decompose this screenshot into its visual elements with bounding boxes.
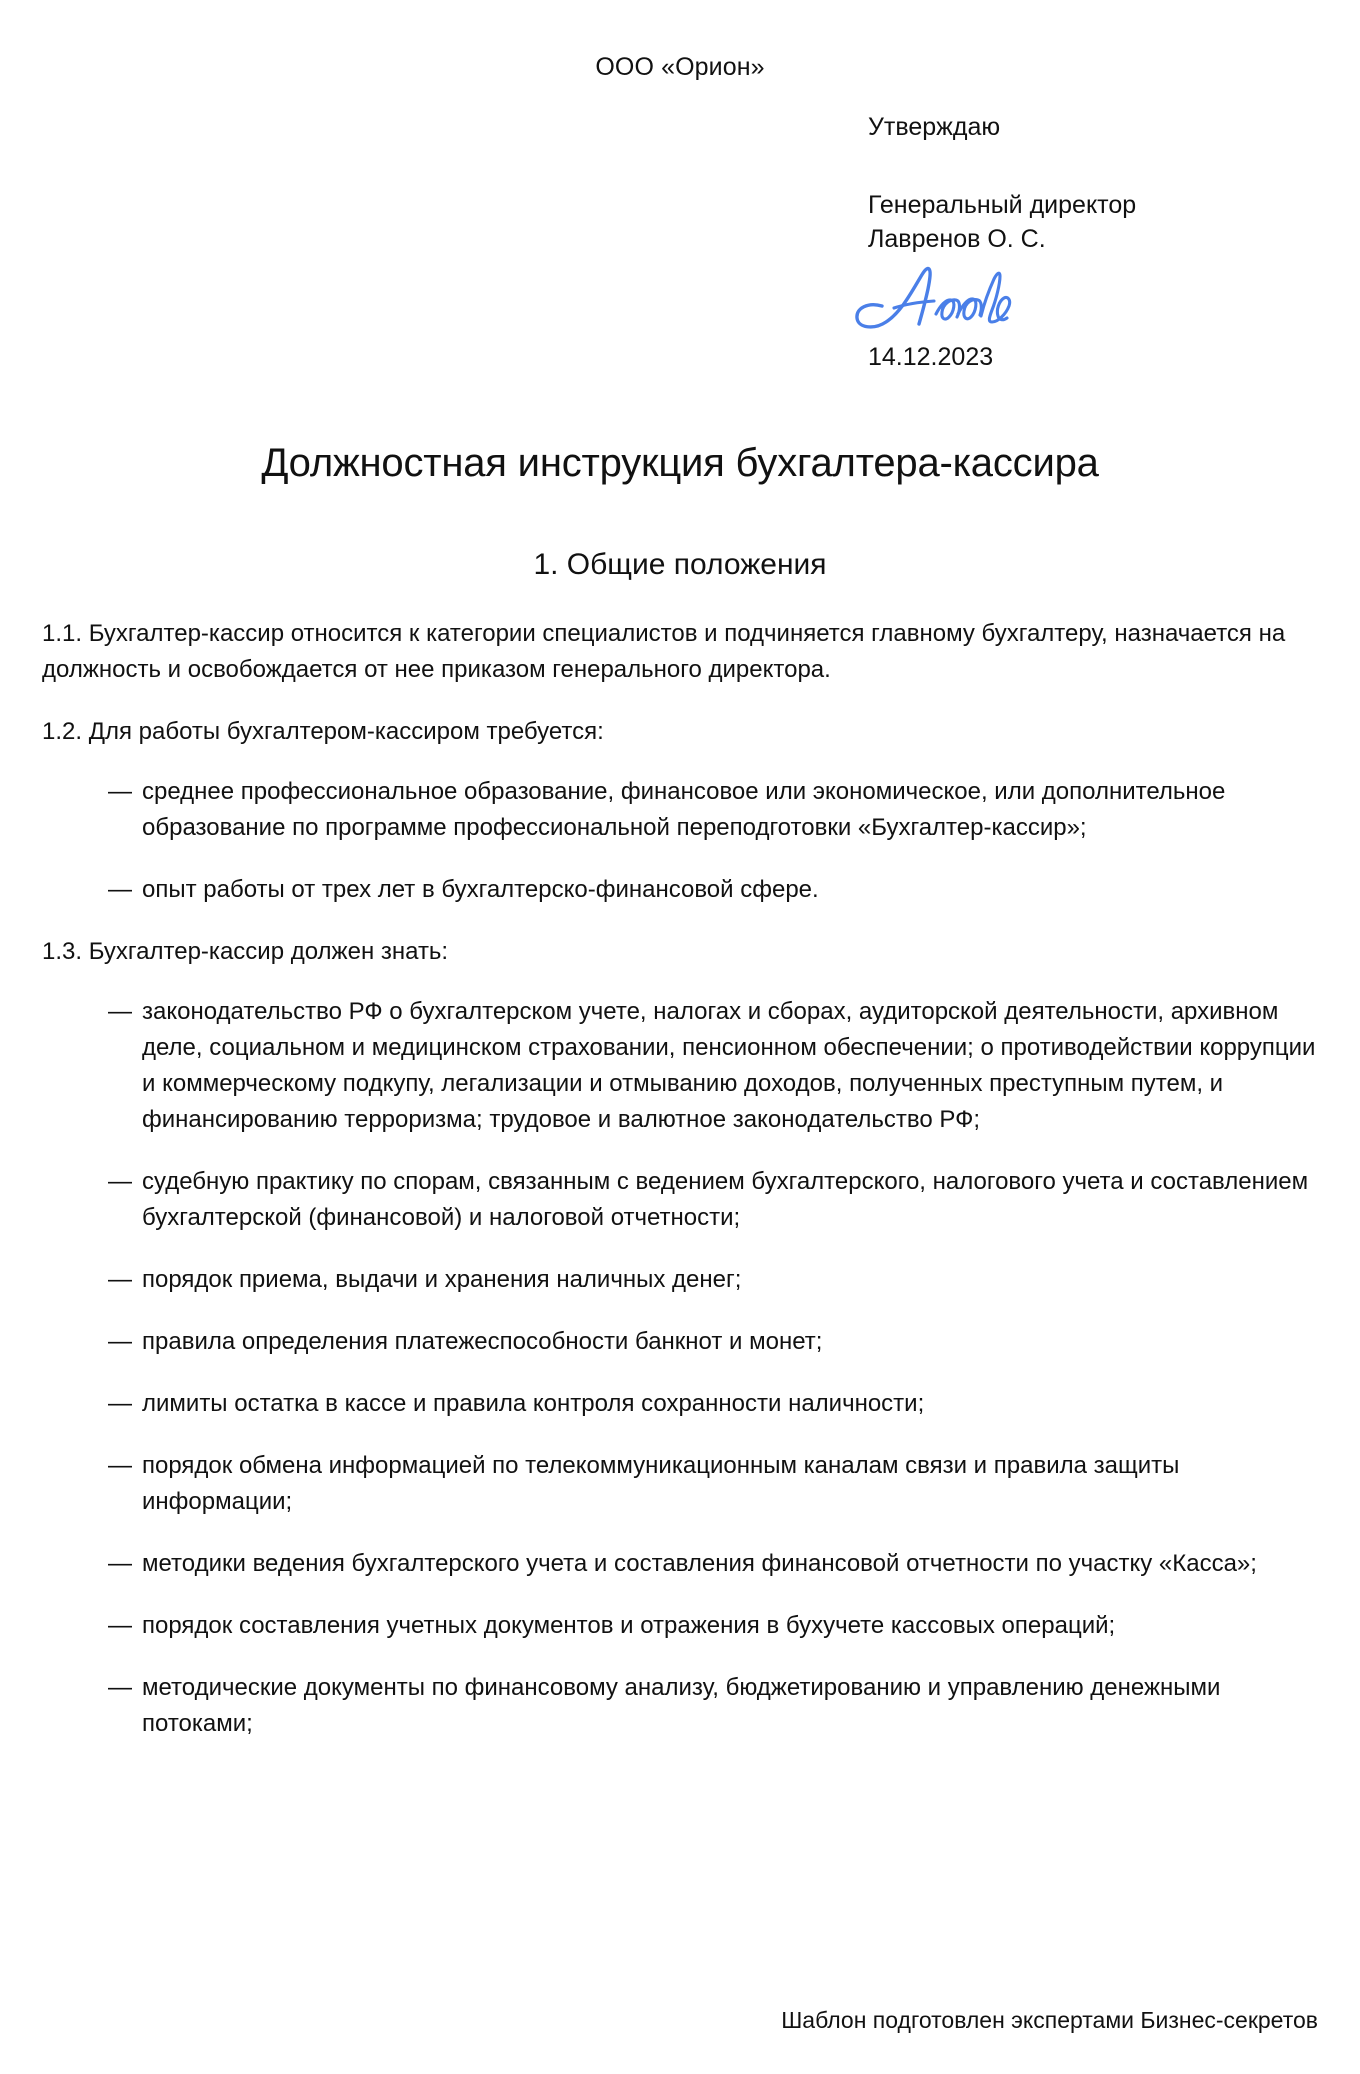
list-item [42,1670,1318,1742]
knowledge-list [42,994,1318,1742]
list-item [42,1324,1318,1360]
list-item-text: порядок приема, выдачи и хранения наличных денег; [142,1266,742,1293]
approver-role: Генеральный директор [868,191,1137,219]
dash-icon: — [108,876,132,903]
list-item [42,1386,1318,1422]
list-item-text: лимиты остатка в кассе и правила контроля сохранности наличности; [142,1390,925,1417]
clause-1-2: 1.2. Для работы бухгалтером-кассиром требуется: [42,718,604,745]
page-title: Должностная инструкция бухгалтера-кассира [261,441,1099,485]
list-item-text: среднее профессиональное образование, финансовое или экономическое, или дополнительное образование по программе профессиональной переподготовки «Бухгалтер-кассир»; [142,778,1226,841]
list-item-text: судебную практику по спорам, связанным с ведением бухгалтерского, налогового учета и составлением бухгалтерской (финансовой) и налоговой отчетности; [142,1168,1309,1231]
dash-icon: — [108,778,132,805]
list-item-text: опыт работы от трех лет в бухгалтерско-финансовой сфере. [142,876,819,903]
list-item-text: правила определения платежеспособности банкнот и монет; [142,1328,823,1355]
list-item [42,1608,1318,1644]
dash-icon: — [108,1452,132,1479]
signature-image [848,262,1038,338]
dash-icon: — [108,1674,132,1701]
dash-icon: — [108,1550,132,1577]
list-item [42,774,1318,846]
list-item [42,1448,1318,1520]
list-item [42,1262,1318,1298]
approval-word: Утверждаю [868,113,1001,141]
list-item-text: методические документы по финансовому анализу, бюджетированию и управлению денежными потоками; [142,1674,1221,1737]
list-item-text: порядок обмена информацией по телекоммуникационным каналам связи и правила защиты информации; [142,1452,1180,1515]
list-item-text: порядок составления учетных документов и отражения в бухучете кассовых операций; [142,1612,1116,1639]
list-item [42,1546,1318,1582]
list-item-text: законодательство РФ о бухгалтерском учете, налогах и сборах, аудиторской деятельности, архивном деле, социальном и медицинском страховании, пенсионном обеспечении; о противодействии коррупции и коммерческому подкупу, легализации и отмыванию доходов, полученных преступным путем, и финансированию терроризма; трудовое и валютное законодательство РФ; [142,998,1316,1133]
approval-date: 14.12.2023 [868,343,994,371]
list-item-text: методики ведения бухгалтерского учета и составления финансовой отчетности по участку «Касса»; [142,1550,1257,1577]
list-item [42,872,1318,908]
dash-icon: — [108,1390,132,1417]
dash-icon: — [108,1612,132,1639]
section-title: 1. Общие положения [533,548,827,581]
dash-icon: — [108,998,132,1025]
clause-1-3: 1.3. Бухгалтер-кассир должен знать: [42,938,449,965]
list-item [42,994,1318,1138]
dash-icon: — [108,1168,132,1195]
list-item [42,1164,1318,1236]
dash-icon: — [108,1266,132,1293]
clause-1-1: 1.1. Бухгалтер-кассир относится к категории специалистов и подчиняется главному бухгалтеру, назначается на должность и освобождается от нее приказом генерального директора. [42,620,1286,683]
requirements-list [42,774,1318,908]
approver-name: Лавренов О. С. [868,225,1046,253]
footer-note: Шаблон подготовлен экспертами Бизнес-секретов [781,2007,1318,2033]
document-body [42,616,1318,1768]
approval-block [868,110,1308,374]
dash-icon: — [108,1328,132,1355]
company-name: ООО «Орион» [595,53,765,81]
